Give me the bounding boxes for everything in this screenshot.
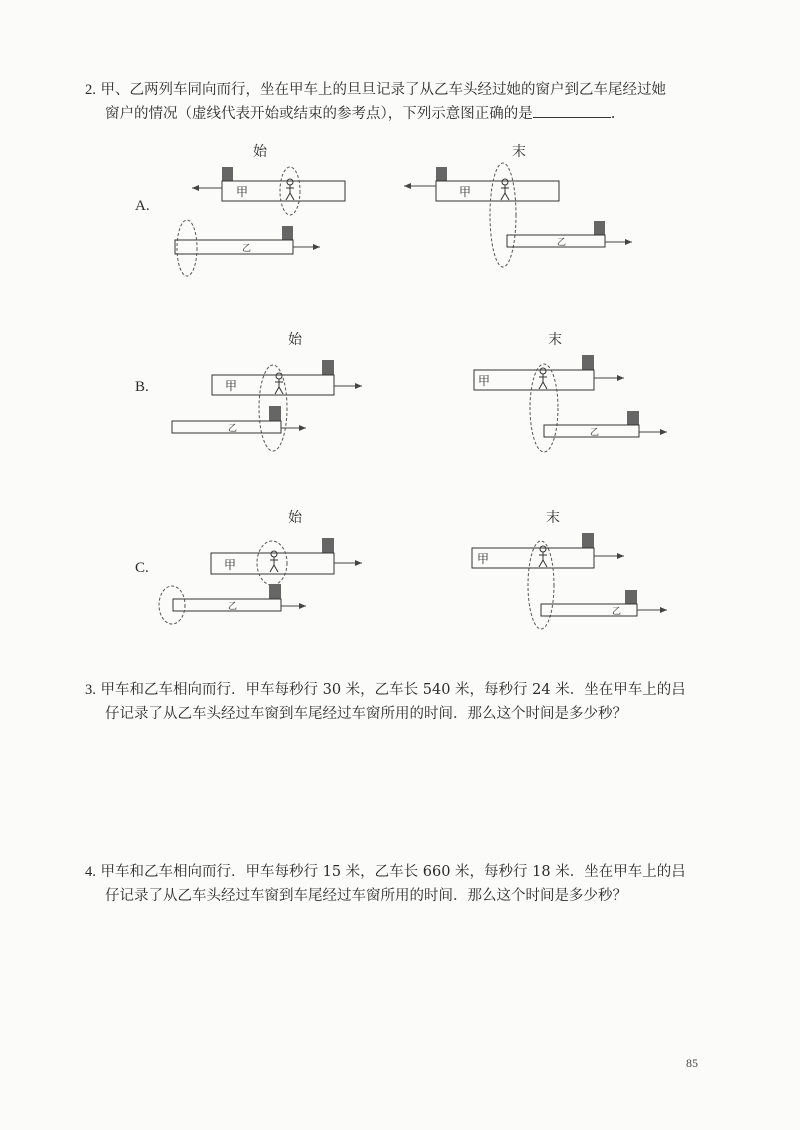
passenger-figure bbox=[501, 179, 509, 200]
question-2-text-line1: 甲、乙两列车同向而行，坐在甲车上的旦旦记录了从乙车头经过她的窗户到乙车尾经过她 bbox=[100, 82, 666, 98]
train-yi-label: 乙 bbox=[242, 244, 252, 254]
train-yi bbox=[544, 411, 667, 438]
option-a-start-diagram bbox=[175, 167, 345, 276]
passenger-figure bbox=[539, 546, 547, 567]
option-b-label: B. bbox=[135, 379, 149, 395]
passenger-figure bbox=[275, 373, 283, 394]
option-c-start-heading: 始 bbox=[288, 510, 302, 526]
option-b-end-diagram bbox=[474, 355, 667, 452]
train-jia bbox=[212, 360, 362, 395]
question-4-text-line2: 仔记录了从乙车头经过车窗到车尾经过车窗所用的时间．那么这个时间是多少秒？ bbox=[105, 888, 627, 904]
question-3-text-line2: 仔记录了从乙车头经过车窗到车尾经过车窗所用的时间．那么这个时间是多少秒？ bbox=[105, 706, 627, 722]
train-jia-label: 甲 bbox=[478, 374, 491, 388]
question-4-line2 bbox=[85, 884, 715, 908]
question-2-text-line2: 窗户的情况（虚线代表开始或结束的参考点），下列示意图正确的是 bbox=[105, 106, 533, 122]
page-number: 85 bbox=[686, 1056, 698, 1070]
question-2-text-end: . bbox=[610, 106, 616, 122]
question-4-number: 4. bbox=[85, 864, 96, 880]
option-c-end-heading: 末 bbox=[546, 510, 560, 526]
reference-ellipse bbox=[490, 163, 516, 267]
option-b-start-diagram bbox=[172, 360, 362, 451]
train-jia bbox=[404, 167, 559, 201]
train-yi-label: 乙 bbox=[590, 428, 600, 438]
option-c-label: C. bbox=[135, 560, 149, 576]
question-3-line1 bbox=[85, 678, 715, 702]
train-yi-label: 乙 bbox=[557, 238, 567, 248]
option-c-start-diagram bbox=[159, 538, 362, 624]
question-4 bbox=[85, 860, 715, 908]
reference-ellipse bbox=[177, 220, 197, 276]
train-jia-label: 甲 bbox=[224, 558, 237, 572]
passenger-figure bbox=[286, 179, 294, 200]
option-b-start-heading: 始 bbox=[288, 332, 302, 348]
reference-ellipse bbox=[159, 586, 185, 624]
train-yi bbox=[172, 406, 306, 434]
question-2-number: 2. bbox=[85, 82, 96, 98]
question-3-text-line1: 甲车和乙车相向而行．甲车每秒行 30 米，乙车长 540 米，每秒行 24 米．坐在甲车上的吕 bbox=[100, 682, 686, 698]
option-b-end-heading: 末 bbox=[548, 332, 562, 348]
train-jia-label: 甲 bbox=[236, 185, 249, 199]
option-a-end-diagram bbox=[404, 163, 632, 267]
train-jia bbox=[192, 167, 345, 201]
question-3-number: 3. bbox=[85, 682, 96, 698]
option-a-start-heading: 始 bbox=[253, 144, 267, 160]
question-3-line2 bbox=[85, 702, 715, 726]
option-a-end-heading: 末 bbox=[512, 144, 526, 160]
passenger-figure bbox=[270, 551, 278, 572]
train-yi-label: 乙 bbox=[228, 424, 238, 434]
train-jia-label: 甲 bbox=[477, 552, 490, 566]
train-jia bbox=[472, 533, 624, 568]
train-yi bbox=[541, 590, 667, 617]
train-yi bbox=[173, 584, 306, 612]
train-yi-label: 乙 bbox=[612, 607, 622, 617]
train-yi-label: 乙 bbox=[228, 602, 238, 612]
passenger-figure bbox=[539, 368, 547, 389]
train-yi bbox=[507, 221, 632, 248]
train-jia-label: 甲 bbox=[459, 185, 472, 199]
question-3 bbox=[85, 678, 715, 726]
reference-ellipse bbox=[257, 541, 287, 585]
question-4-text-line1: 甲车和乙车相向而行．甲车每秒行 15 米，乙车长 660 米，每秒行 18 米．坐在甲车上的吕 bbox=[100, 864, 686, 880]
question-4-line1 bbox=[85, 860, 715, 884]
train-jia-label: 甲 bbox=[225, 379, 238, 393]
train-jia bbox=[474, 355, 624, 390]
option-c-end-diagram bbox=[472, 533, 667, 629]
option-a-label: A. bbox=[135, 198, 150, 214]
